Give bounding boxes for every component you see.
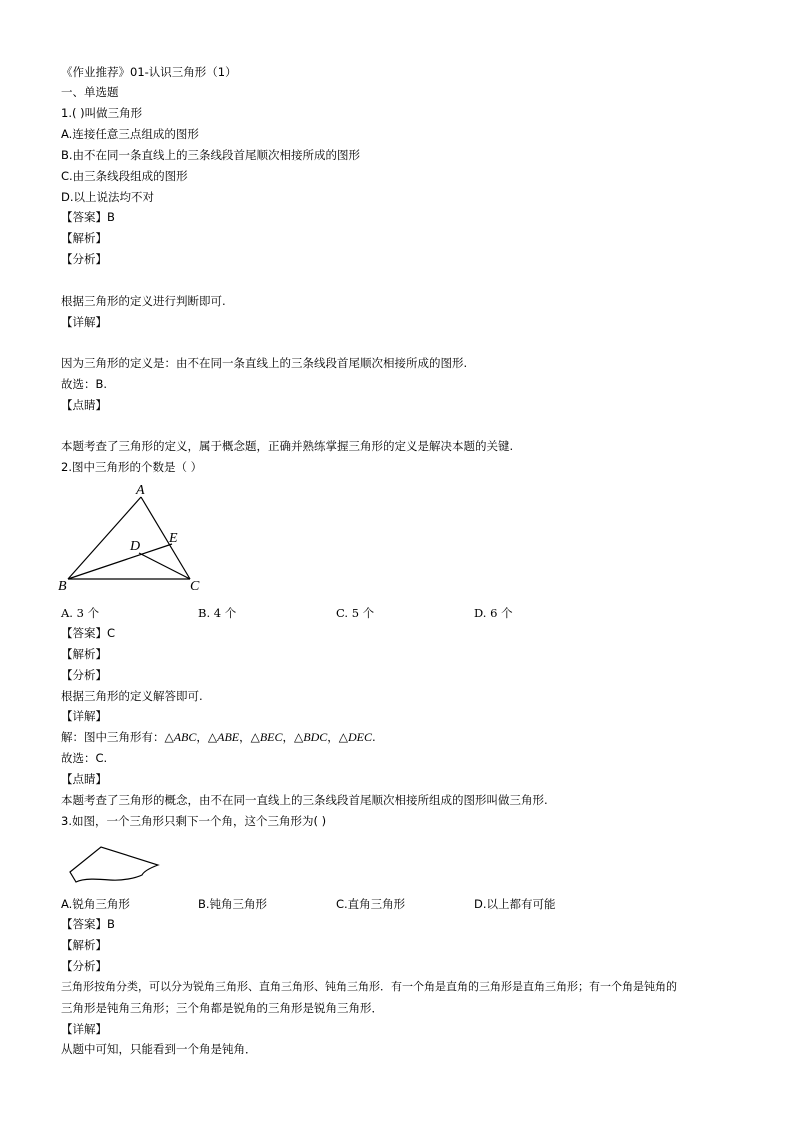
triangle-bdc: △BDC (294, 730, 328, 744)
q1-detail-label: 【详解】 (61, 315, 107, 329)
q1-option-a: A.连接任意三点组成的图形 (61, 127, 199, 141)
triangle-abe: △ABE (207, 730, 240, 744)
vertex-label-b: B (58, 579, 67, 594)
q1-option-c: C.由三条线段组成的图形 (61, 169, 188, 183)
q2-detail-line: 解：图中三角形有：△ABC，△ABE，△BEC，△BDC，△DEC. (61, 730, 376, 744)
q3-torn-triangle-figure (66, 842, 166, 887)
document-title: 《作业推荐》01-认识三角形（1） (61, 65, 237, 79)
q2-option-c: C. 5 个 (336, 606, 375, 620)
q1-analysis-label: 【解析】 (61, 231, 107, 245)
point-label-e: E (169, 531, 178, 546)
section-heading: 一、单选题 (61, 85, 119, 99)
triangle-bec: △BEC (250, 730, 283, 744)
q3-detail-label: 【详解】 (61, 1022, 107, 1036)
vertex-label-c: C (190, 579, 200, 594)
q2-option-b: B. 4 个 (198, 606, 237, 620)
q1-detail-text: 因为三角形的定义是：由不在同一条直线上的三条线段首尾顺次相接所成的图形. (61, 356, 468, 370)
q2-detail-label: 【详解】 (61, 709, 107, 723)
q3-option-d: D.以上都有可能 (474, 897, 556, 911)
q2-fenxi-label: 【分析】 (61, 668, 107, 682)
q1-comment-text: 本题考查了三角形的定义，属于概念题，正确并熟练掌握三角形的定义是解决本题的关键. (61, 439, 514, 453)
q3-detail-text: 从题中可知，只能看到一个角是钝角． (61, 1042, 257, 1056)
point-label-d: D (130, 539, 141, 554)
q2-comment-label: 【点睛】 (61, 772, 107, 786)
q2-fenxi-text: 根据三角形的定义解答即可. (61, 689, 203, 703)
q3-stem: 3.如图，一个三角形只剩下一个角，这个三角形为( ) (61, 814, 327, 828)
q1-fenxi-label: 【分析】 (61, 252, 107, 266)
vertex-label-a: A (136, 483, 145, 498)
q1-comment-label: 【点睛】 (61, 398, 107, 412)
q2-analysis-label: 【解析】 (61, 647, 107, 661)
q2-comment-text: 本题考查了三角形的概念，由不在同一直线上的三条线段首尾顺次相接所组成的图形叫做三角形. (61, 793, 548, 807)
q1-option-b: B.由不在同一条直线上的三条线段首尾顺次相接所成的图形 (61, 148, 361, 162)
q1-answer: 【答案】B (61, 210, 115, 224)
q2-option-a: A. 3 个 (61, 606, 100, 620)
q3-option-a: A.锐角三角形 (61, 897, 130, 911)
q2-choice: 故选：C. (61, 751, 108, 765)
q2-stem: 2.图中三角形的个数是（ ） (61, 460, 203, 474)
q3-analysis-label: 【解析】 (61, 938, 107, 952)
q3-option-c: C.直角三角形 (336, 897, 406, 911)
q2-detail-prefix: 解：图中三角形有： (61, 730, 165, 744)
q3-answer: 【答案】B (61, 917, 115, 931)
q3-fenxi-line2: 三角形是钝角三角形；三个角都是锐角的三角形是锐角三角形． (61, 1001, 383, 1015)
q2-option-d: D. 6 个 (474, 606, 513, 620)
triangle-abc: △ABC (164, 730, 197, 744)
q2-triangle-figure (55, 480, 215, 595)
q3-fenxi-label: 【分析】 (61, 959, 107, 973)
q1-stem: 1.( )叫做三角形 (61, 106, 143, 120)
q1-choice: 故选：B. (61, 377, 108, 391)
q2-detail-suffix: . (372, 730, 376, 744)
q1-fenxi-text: 根据三角形的定义进行判断即可. (61, 294, 226, 308)
triangle-dec: △DEC (338, 730, 372, 744)
q3-fenxi-line1: 三角形按角分类，可以分为锐角三角形、直角三角形、钝角三角形．有一个角是直角的三角形是直角三角形；有一个角是钝角的 (61, 980, 677, 993)
q1-option-d: D.以上说法均不对 (61, 190, 155, 204)
q3-option-b: B.钝角三角形 (198, 897, 268, 911)
q2-answer: 【答案】C (61, 626, 116, 640)
